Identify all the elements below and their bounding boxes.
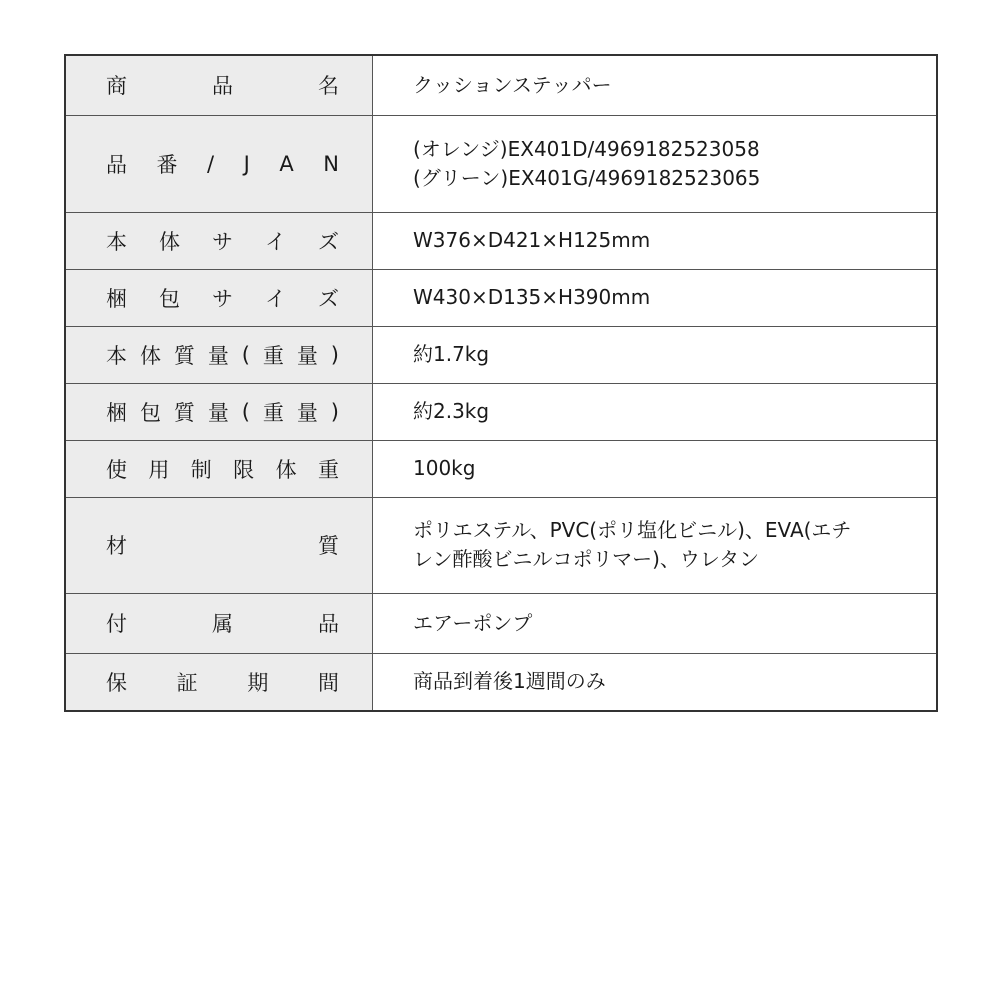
- spec-value: [373, 440, 938, 497]
- label-char: イ: [265, 229, 286, 254]
- label-char: 体: [139, 343, 161, 368]
- label-char: 梱: [106, 400, 127, 425]
- label-char: 量: [207, 400, 229, 425]
- spec-row-jan: [65, 115, 937, 212]
- spec-value: [373, 269, 938, 326]
- label-char: 重: [317, 457, 339, 482]
- label-char: 保: [106, 670, 127, 695]
- label-char: 品: [106, 152, 127, 177]
- value-line: (オレンジ)EX401D/4969182523058: [413, 136, 760, 161]
- label-char: 使: [106, 457, 127, 482]
- label-char: 質: [318, 534, 339, 558]
- label-char: 名: [318, 74, 339, 99]
- value-line: W376×D421×H125mm: [413, 228, 651, 252]
- label-char: 量: [296, 400, 318, 425]
- spec-table: [64, 54, 938, 712]
- spec-value: [373, 326, 938, 383]
- spec-label: [65, 593, 373, 653]
- label-char: ズ: [318, 229, 339, 254]
- spec-row-body-weight: [65, 326, 937, 383]
- value-line: 商品到着後1週間のみ: [413, 669, 606, 694]
- label-char: 包: [139, 400, 161, 425]
- label-char: 量: [207, 343, 229, 368]
- label-char: 属: [212, 612, 233, 636]
- spec-label: [65, 653, 373, 711]
- spec-label: [65, 497, 373, 593]
- value-line: クッションステッパー: [413, 72, 612, 97]
- spec-label: [65, 212, 373, 269]
- label-char: 本: [106, 343, 127, 368]
- value-line: 約2.3kg: [413, 399, 490, 423]
- spec-value: [373, 593, 938, 653]
- label-char: 付: [106, 612, 127, 636]
- label-char: 材: [106, 534, 127, 558]
- spec-row-material: [65, 497, 937, 593]
- label-char: 制: [190, 457, 212, 482]
- spec-value: [373, 383, 938, 440]
- label-char: (: [241, 342, 250, 367]
- label-char: 重: [262, 343, 284, 368]
- label-char: 質: [173, 400, 195, 425]
- spec-row-package-weight: [65, 383, 937, 440]
- label-char: 証: [176, 670, 198, 695]
- spec-label: [65, 326, 373, 383]
- spec-row-max-user-weight: [65, 440, 937, 497]
- label-char: ズ: [318, 286, 339, 311]
- label-char: A: [279, 151, 294, 176]
- label-char: ): [330, 399, 339, 424]
- label-char: 梱: [106, 286, 127, 311]
- spec-row-accessories: [65, 593, 937, 653]
- label-char: 量: [296, 343, 318, 368]
- label-char: サ: [212, 286, 233, 311]
- spec-row-warranty: [65, 653, 937, 711]
- label-char: 質: [173, 343, 195, 368]
- label-char: 限: [233, 457, 255, 482]
- label-char: 品: [212, 74, 233, 99]
- label-char: サ: [212, 229, 233, 254]
- label-char: 体: [275, 457, 297, 482]
- label-char: 品: [318, 612, 339, 636]
- spec-label: [65, 440, 373, 497]
- label-char: 包: [159, 286, 180, 311]
- label-char: 用: [148, 457, 170, 482]
- label-char: 期: [247, 670, 269, 695]
- value-line: 約1.7kg: [413, 342, 490, 366]
- value-line: W430×D135×H390mm: [413, 285, 651, 309]
- value-line: エアーポンプ: [413, 610, 533, 635]
- spec-label: [65, 115, 373, 212]
- spec-value: [373, 497, 938, 593]
- value-line: レン酢酸ビニルコポリマー)、ウレタン: [413, 547, 760, 571]
- label-char: イ: [265, 286, 286, 311]
- spec-row-package-size: [65, 269, 937, 326]
- value-line: ポリエステル、PVC(ポリ塩化ビニル)、EVA(エチ: [413, 518, 852, 542]
- label-char: 間: [317, 670, 339, 695]
- spec-value: [373, 653, 938, 711]
- value-line: 100kg: [413, 456, 476, 480]
- label-char: J: [243, 151, 250, 176]
- label-char: N: [323, 151, 339, 176]
- spec-row-body-size: [65, 212, 937, 269]
- label-char: 番: [156, 152, 178, 177]
- label-char: (: [241, 399, 250, 424]
- value-line: (グリーン)EX401G/4969182523065: [413, 165, 761, 190]
- label-char: 本: [106, 229, 127, 254]
- spec-value: [373, 55, 938, 115]
- spec-value: [373, 212, 938, 269]
- label-char: 重: [262, 400, 284, 425]
- spec-value: [373, 115, 938, 212]
- label-char: 商: [106, 74, 127, 99]
- spec-label: [65, 383, 373, 440]
- label-char: 体: [159, 229, 180, 254]
- spec-label: [65, 55, 373, 115]
- spec-label: [65, 269, 373, 326]
- label-char: ): [330, 342, 339, 367]
- spec-row-product-name: [65, 55, 937, 115]
- label-char: /: [207, 151, 215, 176]
